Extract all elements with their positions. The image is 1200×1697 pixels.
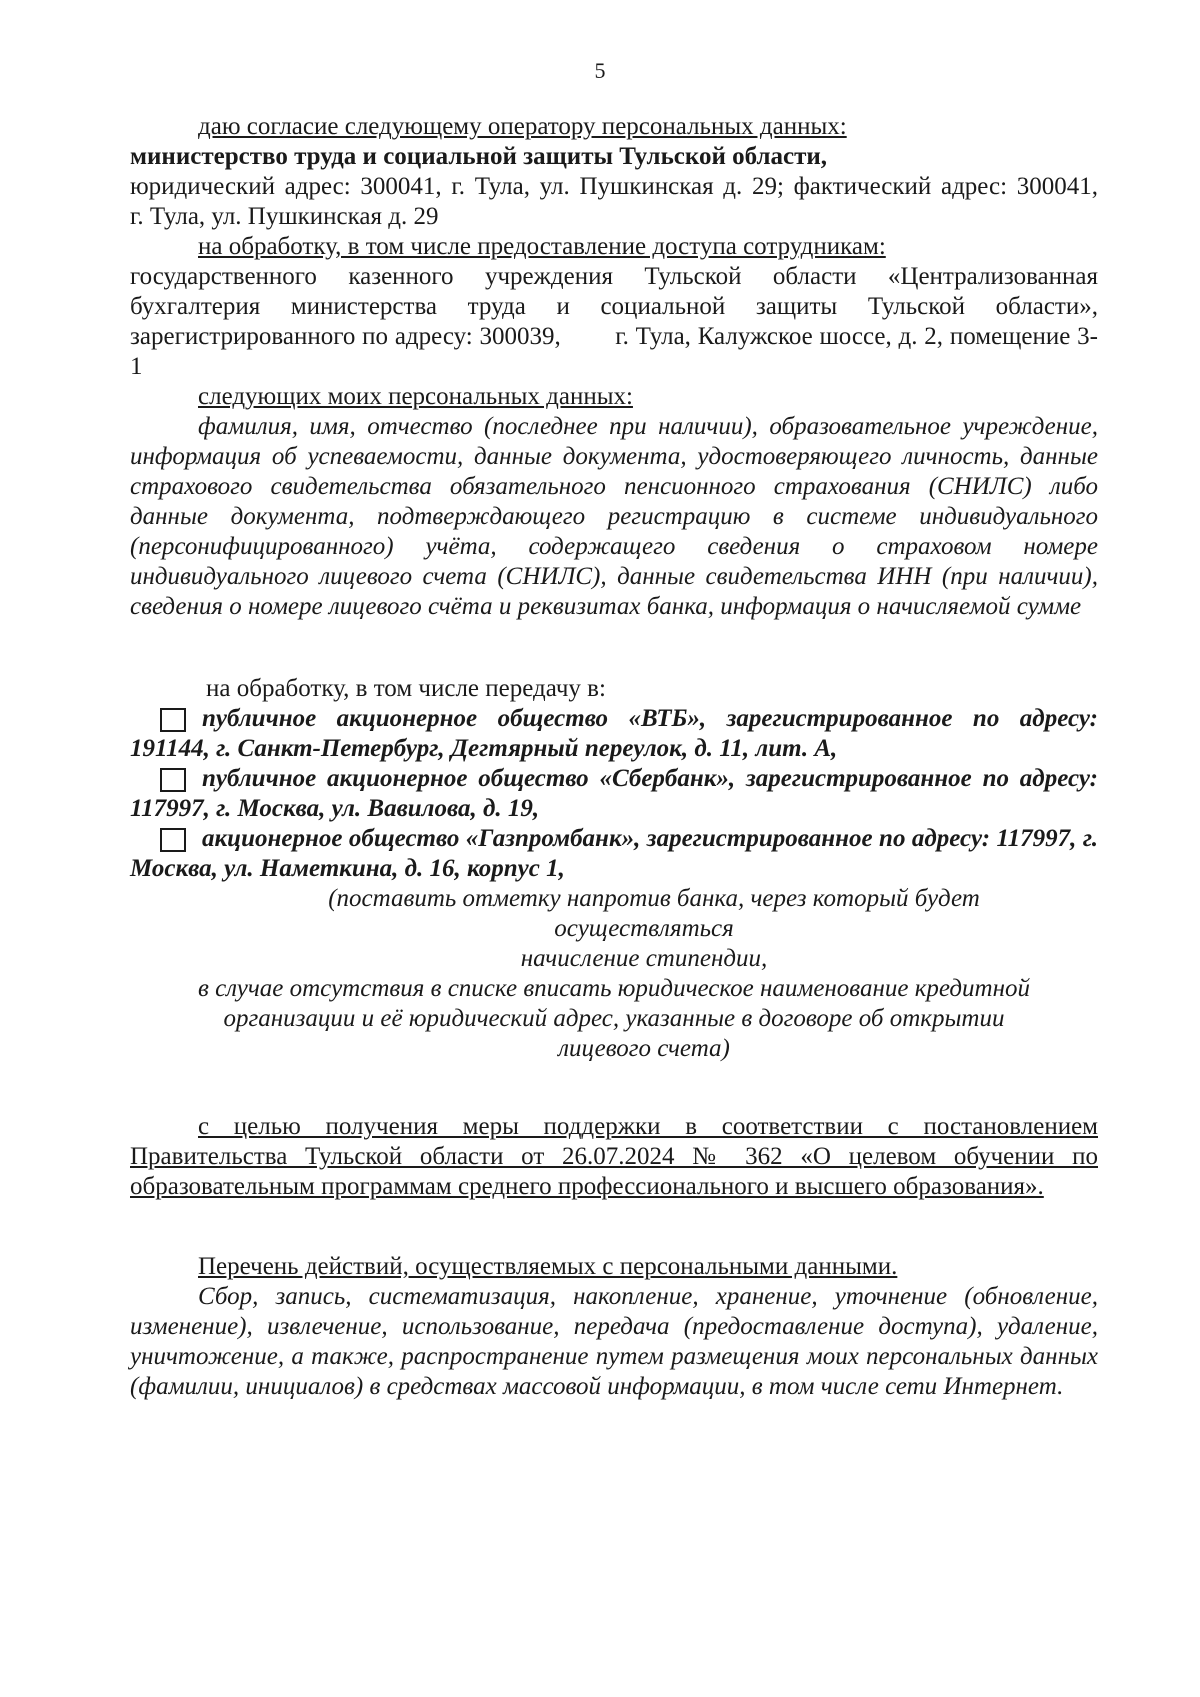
processing-intro: на обработку, в том числе предоставление доступа сотрудникам:: [198, 233, 886, 260]
transfer-intro: на обработку, в том числе передачу в:: [206, 675, 606, 702]
personal-data-list: фамилия, имя, отчество (последнее при наличии), образовательное учреждение, информация об успеваемости, данные документа, удостоверяющего личность, данные страхового свидетельства обязательного пенсионного страхования (СНИЛС) либо данные документа, подтверждающего регистрацию в системе индивидуального (персонифицированного) учёта, содержащего сведения о страховом номере индивидуального лицевого счета (СНИЛС), данные свидетельства ИНН (при наличии), сведения о номере лицевого счёта и реквизитах банка, информация о начисляемой сумме: [130, 413, 1098, 620]
bank-checkbox-sberbank[interactable]: [160, 768, 186, 792]
actions-title: Перечень действий, осуществляемых с персональными данными.: [198, 1253, 898, 1280]
document-body: [130, 112, 1148, 1402]
bank-section: [130, 674, 1098, 1064]
bank-option-gazprombank: акционерное общество «Газпромбанк», зарегистрированное по адресу: 117997, г. Москва, ул. Наметкина, д. 16, корпус 1,: [130, 825, 1098, 882]
bank-checkbox-vtb[interactable]: [160, 708, 186, 732]
operator-address: юридический адрес: 300041, г. Тула, ул. Пушкинская д. 29; фактический адрес: 300041, г. Тула, ул. Пушкинская д. 29: [130, 173, 1148, 230]
data-intro: следующих моих персональных данных:: [198, 383, 633, 410]
operator-name: министерство труда и социальной защиты Тульской области,: [130, 143, 828, 170]
bank-option-vtb: публичное акционерное общество «ВТБ», зарегистрированное по адресу: 191144, г. Санкт-Петербург, Дегтярный переулок, д. 11, лит. А,: [130, 705, 1098, 762]
actions-text: Сбор, запись, систематизация, накопление, хранение, уточнение (обновление, изменение), извлечение, использование, передача (предоставление доступа), удаление, уничтожение, а также, распространение путем размещения моих персональных данных (фамилии, инициалов) в средствах массовой информации, в том числе сети Интернет.: [130, 1283, 1098, 1400]
institution-details: государственного казенного учреждения Тульской области «Централизованная бухгалтерия министерства труда и социальной защиты Тульской области», зарегистрированного по адресу: 300039, г. Тула, Калужское шоссе, д. 2, помещение 3-1: [130, 263, 1105, 380]
consent-intro: даю согласие следующему оператору персональных данных:: [198, 113, 847, 140]
bank-note: (поставить отметку напротив банка, через который будет осуществляться начисление стипендии, в случае отсутствия в списке вписать юридическое наименование кредитной организации и её юридический адрес, указанные в договоре об открытии лицевого счета): [197, 885, 1031, 1062]
bank-option-sberbank: публичное акционерное общество «Сбербанк», зарегистрированное по адресу: 117997, г. Москва, ул. Вавилова, д. 19,: [130, 765, 1098, 822]
bank-checkbox-gazprombank[interactable]: [160, 828, 186, 852]
purpose-statement: с целью получения меры поддержки в соответствии с постановлением Правительства Тульской области от 26.07.2024 № 362 «О целевом обучении по образовательным программам среднего профессионального и высшего образования».: [130, 1113, 1098, 1200]
page-number: 5: [594, 58, 606, 83]
